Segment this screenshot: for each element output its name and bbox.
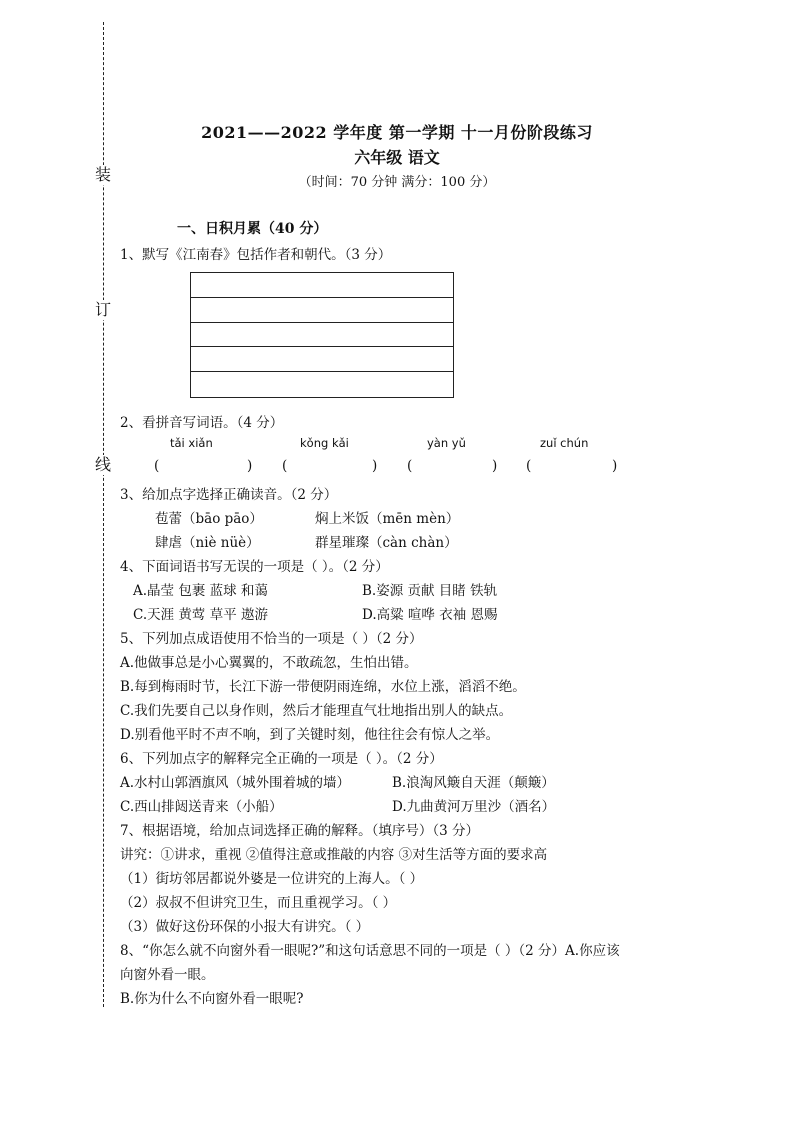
q2-pinyin-2: kǒng kǎi (300, 436, 349, 450)
q3-item: 苞蕾（bāo pāo） (155, 511, 263, 527)
q2-pinyin-3: yàn yǔ (427, 436, 466, 450)
q7-definition: 讲究：①讲求，重视 ②值得注意或推敲的内容 ③对生活等方面的要求高 (120, 847, 548, 863)
q7-text: 7、根据语境，给加点词选择正确的解释。（填序号）（3 分） (120, 823, 479, 839)
q8-text: 8、“你怎么就不向窗外看一眼呢?”和这句话意思不同的一项是（ ）（2 分）A.你应该 (120, 943, 620, 959)
q2-text: 2、看拼音写词语。（4 分） (120, 415, 284, 431)
q1-answer-box[interactable] (190, 272, 454, 398)
q2-pinyin-1: tǎi xiǎn (170, 436, 213, 450)
q6-option-d: D.九曲黄河万里沙（酒名） (392, 799, 556, 815)
exam-title: 2021——2022 学年度 第一学期 十一月份阶段练习 (201, 123, 593, 142)
q8-option-b: B.你为什么不向窗外看一眼呢? (120, 991, 304, 1007)
q6-option-c: C.西山排闼送青来（小船） (120, 799, 283, 815)
q4-option-c: C.天涯 黄莺 草平 遨游 (133, 607, 269, 623)
q6-text: 6、下列加点字的解释完全正确的一项是（ ）。（2 分） (120, 751, 443, 767)
q2-pinyin-4: zuǐ chún (540, 436, 589, 450)
q7-item-3: （3）做好这份环保的小报大有讲究。（ ） (120, 919, 370, 935)
answer-line[interactable] (191, 298, 453, 323)
q5-option-b: B.每到梅雨时节，长江下游一带便阴雨连绵，水位上涨，滔滔不绝。 (120, 679, 526, 695)
q6-option-a: A.水村山郭酒旗风（城外围着城的墙） (120, 775, 351, 791)
answer-line[interactable] (191, 347, 453, 372)
q5-option-a: A.他做事总是小心翼翼的，不敢疏忽，生怕出错。 (120, 655, 418, 671)
binding-mark-zhuang: 装 (90, 165, 116, 185)
q2-answer-open-4: ( (526, 458, 532, 474)
q2-answer-close-1: ) (247, 458, 253, 474)
q1-text: 1、默写《江南春》包括作者和朝代。（3 分） (120, 247, 392, 263)
exam-time-score: （时间：70 分钟 满分：100 分） (298, 175, 496, 190)
q3-item: 群星璀璨（càn chàn） (315, 535, 458, 551)
q3-item: 焖上米饭（mēn mèn） (315, 511, 460, 527)
q2-answer-open-2: ( (282, 458, 288, 474)
q3-text: 3、给加点字选择正确读音。（2 分） (120, 487, 338, 503)
q4-option-b: B.姿源 贡献 目睹 铁轨 (362, 583, 498, 599)
binding-mark-ding: 订 (90, 300, 116, 320)
q2-answer-open-1: ( (154, 458, 160, 474)
q5-text: 5、下列加点成语使用不恰当的一项是（ ）（2 分） (120, 631, 423, 647)
q2-answer-close-4: ) (612, 458, 618, 474)
section-1-title: 一、日积月累（40 分） (177, 221, 328, 237)
exam-subtitle: 六年级 语文 (354, 148, 440, 167)
q5-option-d: D.别看他平时不声不响，到了关键时刻，他往往会有惊人之举。 (120, 727, 500, 743)
q8-text-continued: 向窗外看一眼。 (120, 967, 215, 983)
q2-answer-close-3: ) (492, 458, 498, 474)
q2-answer-close-2: ) (372, 458, 378, 474)
q3-item: 肆虐（niè nüè） (155, 535, 260, 551)
answer-line[interactable] (191, 273, 453, 298)
answer-line[interactable] (191, 323, 453, 348)
q2-answer-open-3: ( (407, 458, 413, 474)
q7-item-1: （1）街坊邻居都说外婆是一位讲究的上海人。（ ） (120, 871, 424, 887)
q4-option-a: A.晶莹 包裹 蓝球 和蔼 (133, 583, 268, 599)
q4-text: 4、下面词语书写无误的一项是（ ）。（2 分） (120, 559, 389, 575)
q6-option-b: B.浪淘风簸自天涯（颠簸） (392, 775, 555, 791)
q7-item-2: （2）叔叔不但讲究卫生，而且重视学习。（ ） (120, 895, 397, 911)
answer-line[interactable] (191, 372, 453, 397)
q4-option-d: D.高粱 喧哗 衣袖 恩赐 (362, 607, 498, 623)
binding-mark-xian: 线 (90, 455, 116, 475)
q5-option-c: C.我们先要自己以身作则，然后才能理直气壮地指出别人的缺点。 (120, 703, 513, 719)
